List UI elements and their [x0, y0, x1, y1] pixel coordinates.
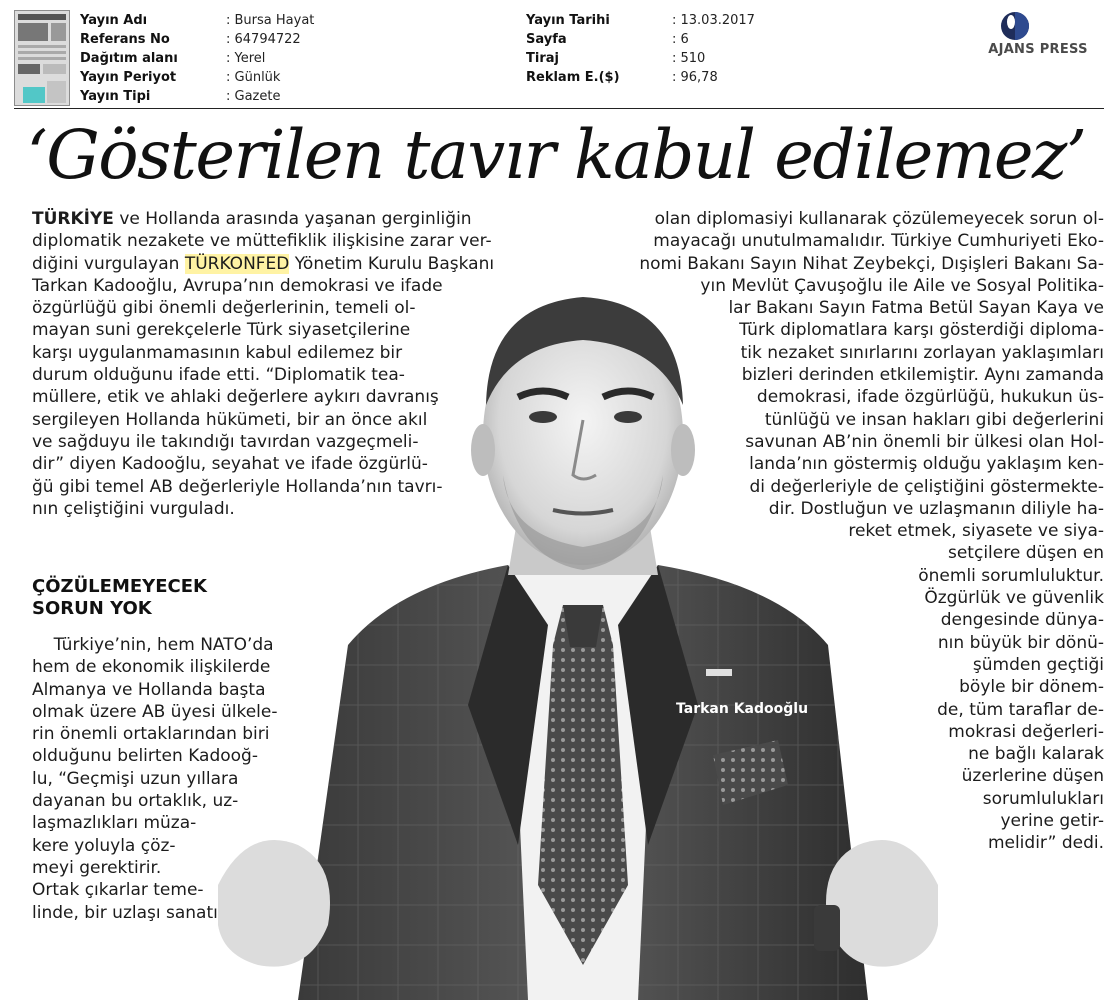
logo-text: AJANS PRESS: [988, 42, 1088, 57]
text-line: dir” diyen Kadooğlu, seyahat ve ifade özgürlü-: [32, 454, 428, 475]
text-line: reket etmek, siyasete ve siya-: [848, 521, 1104, 542]
header-divider: [14, 108, 1104, 109]
article-paragraph-right: [564, 208, 1104, 855]
text-line: sergileyen Hollanda hükümeti, bir an önce akıl: [32, 409, 428, 430]
text-line: ğü gibi temel AB değerleriyle Hollanda’nın tavrı-: [32, 476, 443, 497]
text-line: hem de ekonomik ilişkilerde: [32, 657, 271, 678]
text-line: meyi gerektirir.: [32, 857, 162, 878]
text-line: di değerleriyle de çeliştiğini göstermekte-: [749, 476, 1104, 497]
article-headline: ‘Gösterilen tavır kabul edilemez’: [26, 116, 1086, 194]
text-line: şümden geçtiği: [972, 654, 1104, 675]
text-line: böyle bir dönem-: [959, 677, 1104, 698]
text-line: olmak üzere AB üyesi ülkele-: [32, 701, 278, 722]
text-line: kere yoluyla çöz-: [32, 835, 176, 856]
text-line: savunan AB’nin önemli bir ülkesi olan Hol-: [745, 431, 1104, 452]
text-line: diğini vurgulayan TÜRKONFED Yönetim Kurulu Başkanı: [32, 253, 495, 274]
text-line: Almanya ve Hollanda başta: [32, 679, 266, 700]
text-line: mokrasi değerleri-: [948, 721, 1104, 742]
text-line: dengesinde dünya-: [940, 610, 1104, 631]
publication-meta-left: [80, 11, 500, 106]
globe-icon: [986, 10, 1090, 42]
text-line: Özgürlük ve güvenlik: [924, 588, 1104, 609]
text-line: karşı uygulanmamasının kabul edilemez bir: [32, 342, 403, 363]
text-line: yerine getir-: [1000, 811, 1104, 832]
meta-row-date: Yayın Tarihi : 13.03.2017: [526, 13, 755, 28]
text-line: ne bağlı kalarak: [968, 744, 1104, 765]
text-line: durum olduğunu ifade etti. “Diplomatik tea-: [32, 365, 405, 386]
text-line: mayacağı unutulmamalıdır. Türkiye Cumhuriyeti Eko-: [653, 231, 1104, 252]
article-subheading: ÇÖZÜLEMEYECEK SORUN YOK: [32, 576, 207, 619]
text-line: melidir” dedi.: [987, 833, 1104, 854]
ajans-press-logo: [970, 10, 1106, 62]
meta-row-period: Yayın Periyot : Günlük: [80, 70, 281, 85]
meta-row-page: Sayfa : 6: [526, 32, 689, 47]
meta-row-reference-no: Referans No : 64794722: [80, 32, 301, 47]
text-line: landa’nın göstermiş olduğu yaklaşım ken-: [749, 454, 1104, 475]
publication-meta-right: [526, 11, 826, 87]
text-line: olduğunu belirten Kadooğ-: [32, 746, 258, 767]
text-line: ve sağduyu ile takındığı tavırdan vazgeçmeli-: [32, 431, 419, 452]
text-line: Türkiye’nin, hem NATO’da: [32, 635, 274, 655]
text-line: lu, “Geçmişi uzun yıllara: [32, 768, 239, 789]
text-line: Ortak çıkarlar teme-: [32, 880, 204, 901]
text-line: dayanan bu ortaklık, uz-: [32, 791, 239, 812]
text-line: rin önemli ortaklarından biri: [32, 724, 270, 745]
text-line: lar Bakanı Sayın Fatma Betül Sayan Kaya ve: [728, 298, 1104, 319]
text-line: TÜRKİYE ve Hollanda arasında yaşanan gerginliğin: [32, 209, 472, 229]
text-line: olan diplomasiyi kullanarak çözülemeyecek sorun ol-: [654, 209, 1104, 229]
text-line: nın büyük bir dönü-: [937, 632, 1104, 653]
photo-caption: Tarkan Kadooğlu: [676, 701, 809, 717]
meta-row-type: Yayın Tipi : Gazete: [80, 89, 281, 104]
text-line: önemli sorumluluktur.: [918, 565, 1104, 586]
text-line: setçilere düşen en: [947, 543, 1104, 564]
text-line: laşmazlıkları müza-: [32, 813, 197, 834]
text-line: diplomatik nezakete ve müttefiklik ilişkisine zarar ver-: [32, 231, 492, 252]
article-paragraph-intro: [32, 208, 552, 520]
text-line: demokrasi, ifade özgürlüğü, hukukun üs-: [756, 387, 1104, 408]
text-line: müllere, etik ve ahlaki değerlere aykırı davranış: [32, 387, 439, 408]
text-line: dir. Dostluğun ve uzlaşmanın diliyle ha-: [768, 498, 1104, 519]
highlighted-keyword: TÜRKONFED: [184, 253, 290, 274]
text-line: yın Mevlüt Çavuşoğlu ile Aile ve Sosyal Politika-: [700, 275, 1104, 296]
clipping-header: [0, 0, 1112, 108]
text-line: Tarkan Kadooğlu, Avrupa’nın demokrasi ve ifade: [32, 275, 443, 296]
meta-row-distribution-area: Dağıtım alanı : Yerel: [80, 51, 266, 66]
text-line: bizleri derinden etkilemiştir. Aynı zamanda: [741, 365, 1104, 386]
meta-row-circulation: Tiraj : 510: [526, 51, 706, 66]
page-thumbnail[interactable]: [14, 10, 70, 106]
text-line: Türk diplomatlara karşı gösterdiği diploma-: [739, 320, 1104, 341]
text-line: tik nezaket sınırlarını zorlayan yaklaşımları: [740, 342, 1104, 363]
text-line: özgürlüğü gibi önemli değerlerinin, temeli ol-: [32, 298, 416, 319]
text-line: mayan suni gerekçelerle Türk siyasetçilerine: [32, 320, 411, 341]
text-line: linde, bir uzlaşı sanatı: [32, 902, 218, 923]
text-line: tünlüğü ve insan hakları gibi değerlerini: [764, 409, 1104, 430]
text-line: üzerlerine düşen: [961, 766, 1104, 787]
text-line: sorumlulukları: [982, 788, 1104, 809]
meta-row-ad-value: Reklam E.($) : 96,78: [526, 70, 718, 85]
meta-row-publication-name: Yayın Adı : Bursa Hayat: [80, 13, 315, 28]
article-paragraph-body: [32, 634, 282, 924]
text-line: nomi Bakanı Sayın Nihat Zeybekçi, Dışişleri Bakanı Sa-: [639, 253, 1104, 274]
text-line: nın çeliştiğini vurguladı.: [32, 498, 235, 519]
text-line: de, tüm taraflar de-: [937, 699, 1104, 720]
